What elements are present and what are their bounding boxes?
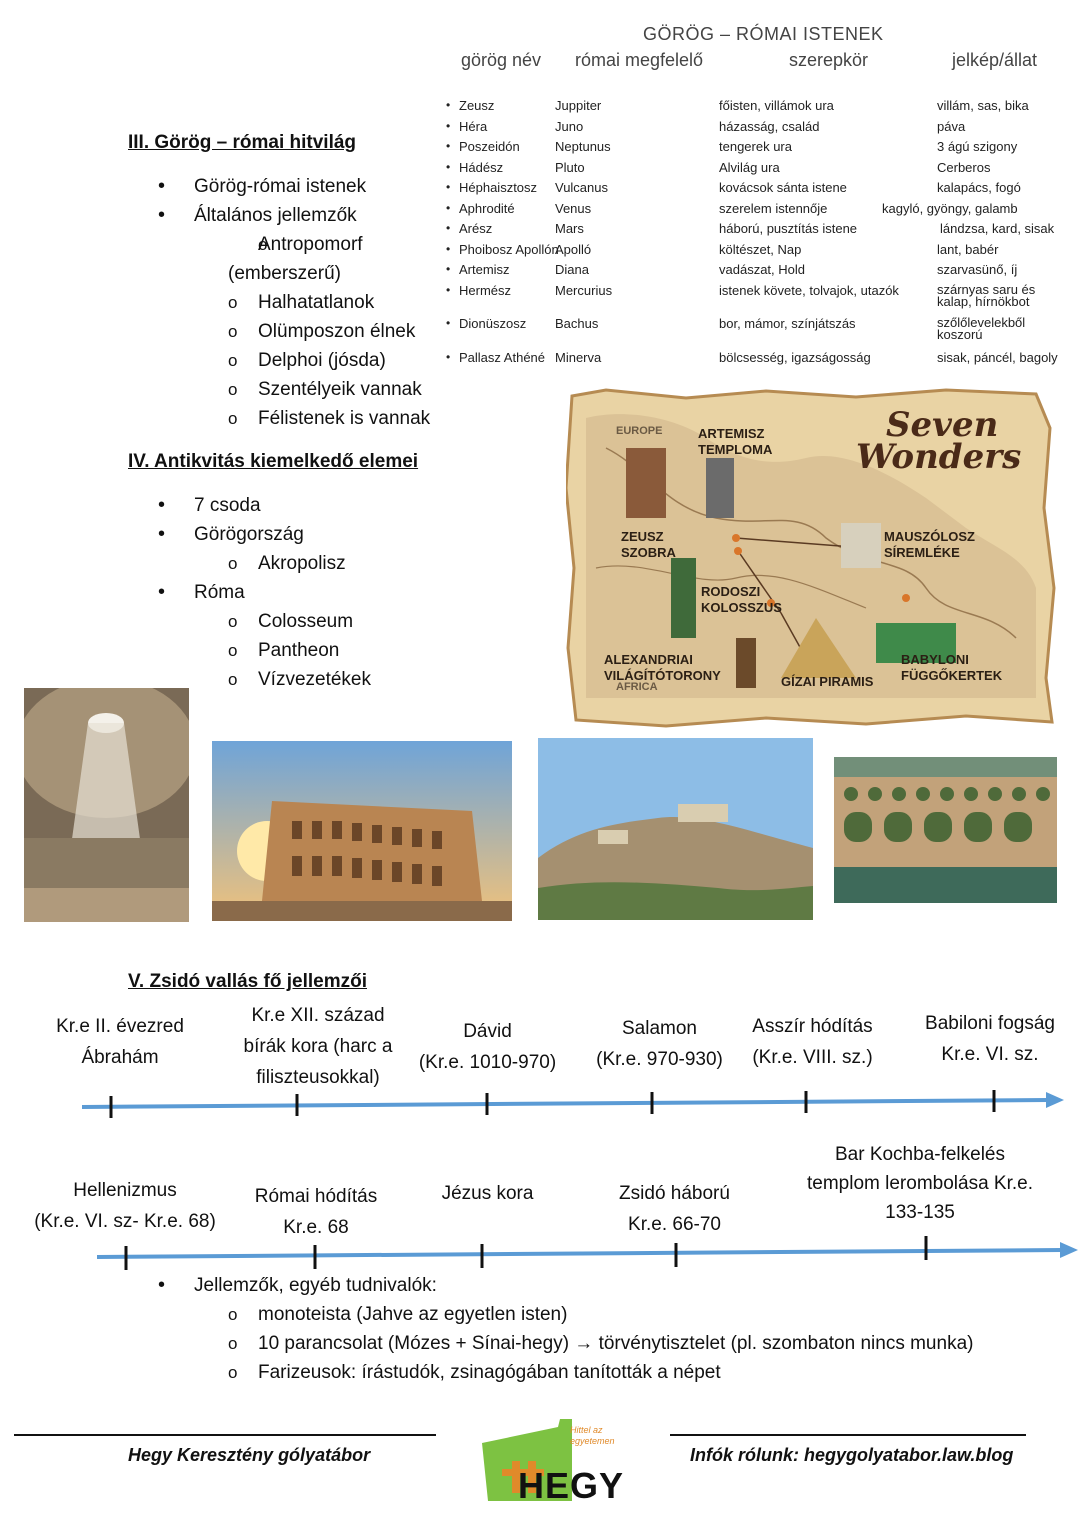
gods-cell: Cerberos [937,160,991,175]
hegy-logo-tagline: Hittel az egyetemen [570,1425,615,1446]
map-label: ARTEMISZ TEMPLOMA [698,426,773,457]
timeline-event [582,1013,737,1075]
gods-cell: Poszeidón [459,139,520,154]
gods-cell: Mars [555,221,584,236]
timeline-event-line: Bar Kochba-felkelés [834,1144,1006,1165]
gods-cell: Venus [555,201,592,216]
gods-cell: Bachus [555,316,599,331]
map-title-wonders: Wonders [856,437,1022,477]
gods-cell: lándzsa, kard, sisak [940,221,1055,236]
gods-cell: Neptunus [555,139,611,154]
gods-cell: Mercurius [555,283,613,298]
footer-line-right [670,1434,1026,1436]
timeline-event-line: Kr.e. 68 [283,1217,349,1238]
list-subitem: o Szentélyeik vannak [128,375,458,404]
gods-cell: Zeusz [459,98,495,113]
colosseum-photo [212,741,512,921]
section-4-list [128,491,458,694]
timeline-event-line: templom lerombolása Kr.e. [807,1173,1033,1194]
timeline-event-line: Kr.e XII. század [251,1005,385,1026]
gods-cell: Phoibosz Apollón [459,242,559,257]
list-subitem: o Vízvezetékek [128,665,458,694]
timeline-event-line: filiszteusokkal) [256,1067,380,1088]
gods-cell: bölcsesség, igazságosság [719,350,871,365]
gods-header-role: szerepkör [789,50,869,70]
map-label: MAUSZÓLOSZ SÍREMLÉKE [884,529,975,560]
timeline-event-line: Babiloni fogság [925,1013,1055,1034]
timeline-event-line: (Kr.e. VI. sz- Kr.e. 68) [34,1211,216,1232]
list-subitem: o Delphoi (jósda) [128,346,458,375]
gods-cell: kovácsok sánta istene [719,180,847,195]
acropolis-photo [538,738,813,920]
gods-cell: házasság, család [719,119,820,134]
list-item: • Jellemzők, egyéb tudnivalók: [128,1271,1068,1300]
timeline-event-line: Jézus kora [441,1183,534,1204]
section-5-title: V. Zsidó vallás fő jellemzői [128,971,367,992]
timeline-event [410,1016,565,1078]
bullet-icon: • [446,221,451,235]
timeline-event-line: Salamon [622,1018,697,1039]
gods-cell: Apolló [555,242,592,257]
bullet-icon: • [446,139,451,153]
timeline-1-arrow [0,1085,1080,1125]
timeline-event-line: Kr.e. VI. sz. [941,1044,1039,1065]
bullet-icon: • [446,98,451,112]
footer-line-left [14,1434,436,1436]
gods-cell: Héra [459,119,488,134]
gods-cell: sisak, páncél, bagoly [937,350,1058,365]
timeline-event-line: Kr.e. 66-70 [628,1214,721,1235]
gods-cell: Hádész [459,160,504,175]
gods-cell: Aphrodité [459,201,515,216]
bullet-icon: • [446,316,451,330]
timeline-2-arrow [0,1232,1080,1274]
list-subitem: o Antropomorf (emberszerű) [128,230,438,288]
section-3-title: III. Görög – római hitvilág [128,132,357,153]
gods-cell: Minerva [555,350,602,365]
gods-cell: szerelem istennője [719,201,828,216]
section-4-title: IV. Antikvitás kiemelkedő elemei [128,451,419,472]
timeline-event-line: Asszír hódítás [752,1016,873,1037]
gods-header-greek: görög név [461,50,542,70]
map-label: BABYLONI FÜGGŐKERTEK [901,652,1003,683]
bullet-icon: • [446,283,451,297]
timeline-event-line: 133-135 [885,1202,955,1223]
timeline-event [740,1011,885,1073]
timeline-event [40,1011,200,1073]
map-label-africa: AFRICA [616,681,658,693]
map-label: ALEXANDRIAI VILÁGÍTÓTORONY [604,652,721,683]
gods-cell: Diana [555,262,589,277]
timeline-event [420,1178,555,1209]
list-subitem: o Félistenek is vannak [128,404,458,433]
timeline-event [228,1000,408,1093]
gods-cell: Pluto [555,160,585,175]
list-subitem: o Farizeusok: írástudók, zsinagógában tanították a népet [128,1358,1068,1387]
gods-cell: lant, babér [937,242,999,257]
gods-cell: villám, sas, bika [937,98,1029,113]
timeline-event-line: (Kr.e. 1010-970) [418,1052,557,1073]
gods-cell: istenek követe, tolvajok, utazók [719,283,899,298]
gods-cell: Alvilág ura [719,160,780,175]
bullet-icon: • [446,242,451,256]
bullet-icon: • [446,350,451,364]
map-label: ZEUSZ SZOBRA [621,529,676,560]
gods-cell: szőlőlevelekből koszorú [937,315,1026,342]
timeline-event-line: (Kr.e. 970-930) [596,1049,723,1070]
gods-cell: Vulcanus [555,180,608,195]
gods-cell: Artemisz [459,262,510,277]
footer-right-text[interactable]: Infók rólunk: hegygolyatabor.law.blog [690,1445,1014,1465]
gods-cell: Hermész [459,283,512,298]
list-subitem: o Halhatatlanok [128,288,458,317]
gods-cell: páva [937,119,966,134]
list-subitem: o monoteista (Jahve az egyetlen isten) [128,1300,1068,1329]
timeline-event-line: Dávid [463,1021,512,1042]
seven-wonders-map [566,388,1056,728]
gods-cell: 3 ágú szigony [937,139,1018,154]
list-item: • Görögország [128,520,458,549]
list-item: • Róma [128,578,458,607]
gods-cell: szárnyas saru és kalap, hírnökbot [937,282,1036,309]
bullet-icon: • [446,180,451,194]
hegy-logo [478,1415,638,1507]
bullet-icon: • [446,262,451,276]
list-subitem: o 10 parancsolat (Mózes + Sínai-hegy) → törvénytisztelet (pl. szombaton nincs munka) [128,1329,1068,1358]
map-title-seven: Seven [886,405,999,445]
timeline-event-line: bírák kora (harc a [243,1036,393,1057]
timeline-event-line: Hellenizmus [73,1180,177,1201]
map-label-europe: EUROPE [616,425,663,437]
bullet-icon: • [446,201,451,215]
timeline-event [30,1175,220,1237]
list-subitem: o Colosseum [128,607,458,636]
pantheon-photo [24,688,189,922]
timeline-event [910,1008,1070,1070]
bullet-icon: • [446,160,451,174]
list-subitem: o Pantheon [128,636,458,665]
gods-cell: kalapács, fogó [937,180,1021,195]
timeline-event [805,1140,1035,1227]
bullet-icon: • [446,119,451,133]
list-item: • Általános jellemzők [128,201,458,230]
gods-cell: Dionüszosz [459,316,527,331]
gods-cell: Juppiter [555,98,602,113]
timeline-event-line: Római hódítás [254,1186,378,1207]
jewish-list [128,1271,1068,1387]
gods-cell: költészet, Nap [719,242,802,257]
gods-cell: Arész [459,221,493,236]
timeline-event [597,1178,752,1240]
timeline-event-line: Zsidó háború [619,1183,730,1204]
list-subitem: o Olümposzon élnek [128,317,458,346]
gods-cell: szarvasünő, íj [937,262,1018,277]
footer-left-text: Hegy Keresztény gólyatábor [128,1445,371,1465]
gods-cell: vadászat, Hold [719,262,805,277]
gods-table-title: GÖRÖG – RÓMAI ISTENEK [643,24,884,44]
section-3-list [128,172,458,433]
hegy-logo-word: HEGY [518,1465,625,1506]
gods-cell: kagyló, gyöngy, galamb [882,201,1018,216]
map-label: RODOSZI KOLOSSZUS [701,584,782,615]
gods-cell: Héphaisztosz [459,180,538,195]
gods-cell: Pallasz Athéné [459,350,546,365]
gods-header-roman: római megfelelő [575,50,704,70]
gods-header-symbol: jelkép/állat [952,50,1038,70]
list-item: • Görög-római istenek [128,172,458,201]
gods-cell: főisten, villámok ura [719,98,834,113]
timeline-event-line: Ábrahám [81,1047,159,1068]
list-subitem: o Akropolisz [128,549,458,578]
timeline-event-line: (Kr.e. VIII. sz.) [752,1047,873,1068]
map-label: GÍZAI PIRAMIS [781,674,874,689]
gods-cell: tengerek ura [719,139,792,154]
gods-cell: háború, pusztítás istene [719,221,858,236]
gods-cell: bor, mámor, színjátszás [719,316,856,331]
timeline-event-line: Kr.e II. évezred [56,1016,184,1037]
list-item: • 7 csoda [128,491,458,520]
aqueduct-photo [834,757,1057,903]
gods-cell: Juno [555,119,584,134]
